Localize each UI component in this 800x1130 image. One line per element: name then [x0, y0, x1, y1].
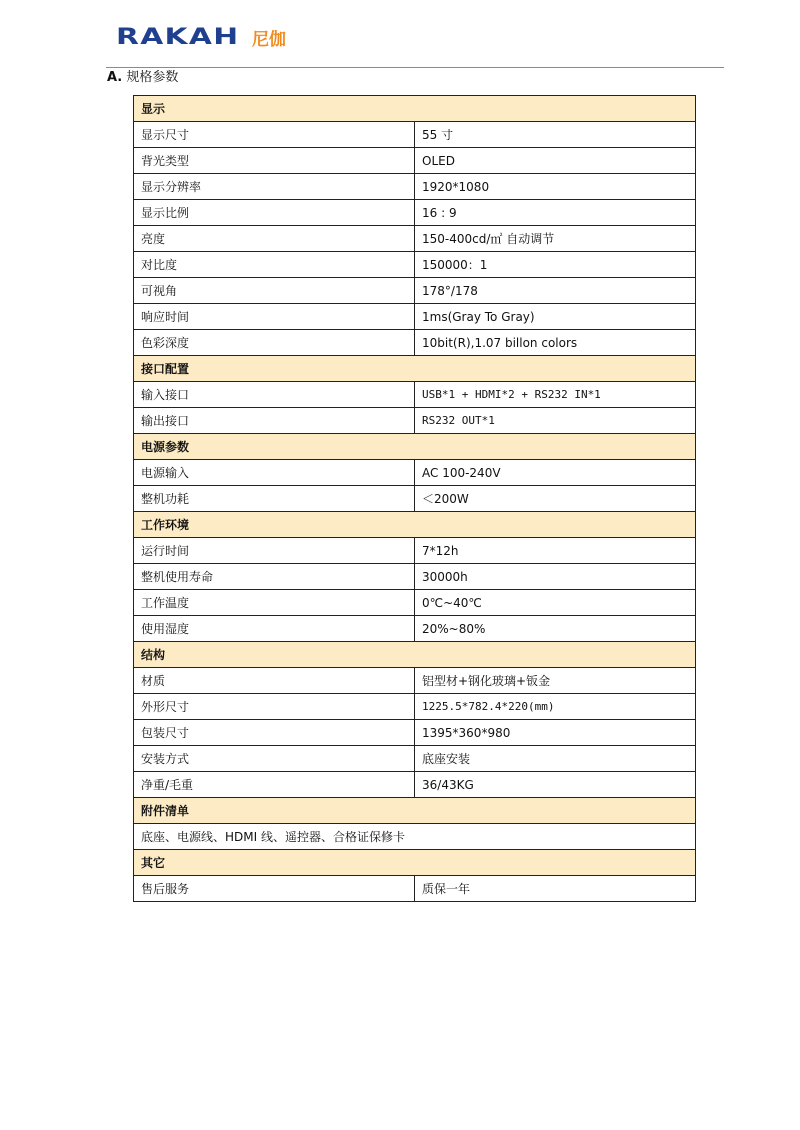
spec-value: 20%~80%: [415, 616, 696, 642]
spec-label: 工作温度: [134, 590, 415, 616]
table-row: [134, 330, 696, 356]
spec-label: 外形尺寸: [134, 694, 415, 720]
group-header-interface: 接口配置: [134, 356, 696, 382]
table-row: [134, 590, 696, 616]
table-row: [134, 824, 696, 850]
group-header-accessories: 附件清单: [134, 798, 696, 824]
table-row: [134, 200, 696, 226]
spec-value: RS232 OUT*1: [415, 408, 696, 434]
table-row: [134, 772, 696, 798]
spec-value: USB*1 + HDMI*2 + RS232 IN*1: [415, 382, 696, 408]
spec-label: 包装尺寸: [134, 720, 415, 746]
table-row: [134, 720, 696, 746]
spec-label: 电源输入: [134, 460, 415, 486]
spec-label: 净重/毛重: [134, 772, 415, 798]
spec-label: 亮度: [134, 226, 415, 252]
spec-value: OLED: [415, 148, 696, 174]
table-row: [134, 876, 696, 902]
table-row: [134, 564, 696, 590]
spec-value: 铝型材+钢化玻璃+钣金: [415, 668, 696, 694]
spec-value: 150-400cd/㎡ 自动调节: [415, 226, 696, 252]
spec-label: 运行时间: [134, 538, 415, 564]
spec-value: 55 寸: [415, 122, 696, 148]
spec-label: 背光类型: [134, 148, 415, 174]
spec-label: 售后服务: [134, 876, 415, 902]
spec-table: [133, 95, 696, 902]
spec-label: 整机功耗: [134, 486, 415, 512]
spec-label: 安装方式: [134, 746, 415, 772]
table-row: [134, 252, 696, 278]
spec-value: ＜200W: [415, 486, 696, 512]
accessories-list: 底座、电源线、HDMI 线、遥控器、合格证保修卡: [134, 824, 696, 850]
section-title: [107, 69, 178, 87]
spec-value: 36/43KG: [415, 772, 696, 798]
spec-label: 显示尺寸: [134, 122, 415, 148]
table-row: [134, 460, 696, 486]
spec-label: 整机使用寿命: [134, 564, 415, 590]
spec-label: 可视角: [134, 278, 415, 304]
table-row: [134, 408, 696, 434]
header-divider: [106, 67, 724, 68]
table-row: [134, 694, 696, 720]
spec-value: 质保一年: [415, 876, 696, 902]
spec-label: 对比度: [134, 252, 415, 278]
table-row: [134, 538, 696, 564]
spec-value: 16 : 9: [415, 200, 696, 226]
spec-label: 显示分辨率: [134, 174, 415, 200]
group-header-structure: 结构: [134, 642, 696, 668]
spec-value: 1ms(Gray To Gray): [415, 304, 696, 330]
group-header-other: 其它: [134, 850, 696, 876]
brand-logo: [116, 24, 286, 50]
table-row: [134, 226, 696, 252]
spec-label: 使用湿度: [134, 616, 415, 642]
group-header-environment: 工作环境: [134, 512, 696, 538]
section-title-text: 规格参数: [126, 70, 179, 85]
spec-value: 150000：1: [415, 252, 696, 278]
table-row: [134, 122, 696, 148]
table-row: [134, 174, 696, 200]
spec-value: AC 100-240V: [415, 460, 696, 486]
spec-value: 10bit(R),1.07 billon colors: [415, 330, 696, 356]
group-header-display: 显示: [134, 96, 696, 122]
table-row: [134, 382, 696, 408]
spec-value: 1920*1080: [415, 174, 696, 200]
spec-label: 材质: [134, 668, 415, 694]
spec-label: 显示比例: [134, 200, 415, 226]
table-row: [134, 486, 696, 512]
spec-value: 7*12h: [415, 538, 696, 564]
logo-chinese-text: 尼伽: [252, 29, 286, 50]
table-row: [134, 746, 696, 772]
section-prefix: A.: [107, 70, 123, 85]
spec-value: 1225.5*782.4*220(mm): [415, 694, 696, 720]
spec-label: 输入接口: [134, 382, 415, 408]
spec-label: 输出接口: [134, 408, 415, 434]
table-row: [134, 668, 696, 694]
table-row: [134, 304, 696, 330]
spec-value: 1395*360*980: [415, 720, 696, 746]
table-row: [134, 148, 696, 174]
spec-value: 30000h: [415, 564, 696, 590]
spec-value: 178°/178: [415, 278, 696, 304]
table-row: [134, 278, 696, 304]
spec-value: 底座安装: [415, 746, 696, 772]
table-row: [134, 616, 696, 642]
spec-label: 色彩深度: [134, 330, 415, 356]
logo-latin-text: RAKAH: [116, 24, 240, 50]
group-header-power: 电源参数: [134, 434, 696, 460]
spec-value: 0℃~40℃: [415, 590, 696, 616]
spec-label: 响应时间: [134, 304, 415, 330]
